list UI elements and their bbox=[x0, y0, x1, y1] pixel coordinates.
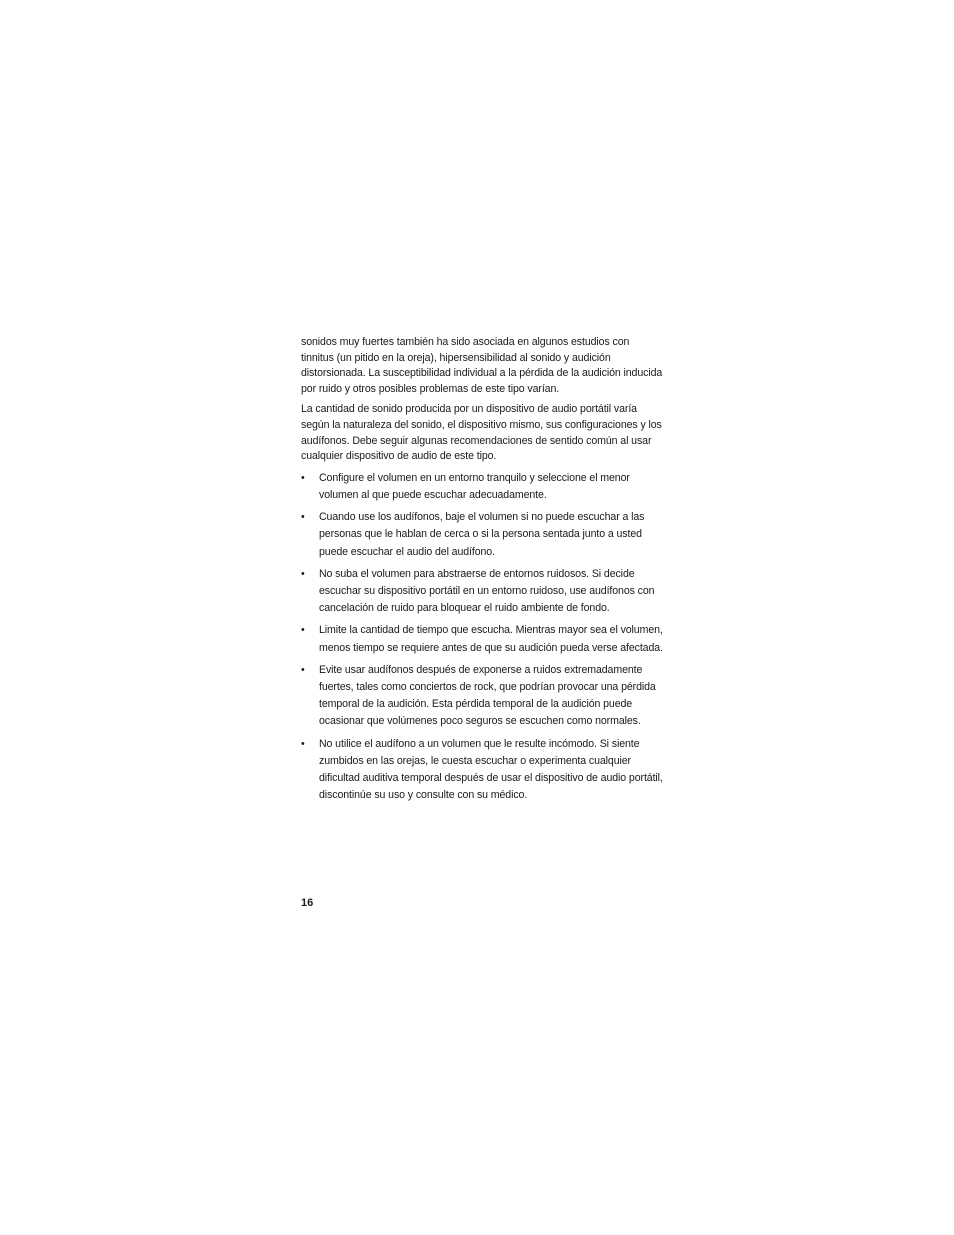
list-item-text: Cuando use los audífonos, baje el volumen si no puede escuchar a las personas que le hablan de cerca o si la persona sentada junto a usted puede escuchar el audio del audífono. bbox=[319, 511, 645, 558]
list-item-text: Limite la cantidad de tiempo que escucha. Mientras mayor sea el volumen, menos tiempo se requiere antes de que su audición pueda verse afectada. bbox=[319, 624, 663, 654]
list-item-text: No suba el volumen para abstraerse de entornos ruidosos. Si decide escuchar su dispositivo portátil en un entorno ruidoso, use audífonos con cancelación de ruido para bloquear el ruido ambiente de fondo. bbox=[319, 567, 655, 615]
list-item bbox=[301, 662, 663, 731]
paragraph-hearing-risks: sonidos muy fuertes también ha sido asociada en algunos estudios con tinnitus (un pitido en la oreja), hipersensibilidad al sonido y audición distorsionada. La susceptibilidad individual a la pérdida de la audición inducida por ruido y otros posibles problemas de este tipo varían. bbox=[301, 336, 663, 395]
bullet-icon: • bbox=[301, 624, 305, 637]
list-item bbox=[301, 622, 663, 656]
bullet-icon: • bbox=[301, 471, 305, 484]
list-item bbox=[301, 566, 663, 618]
recommendations-list bbox=[301, 470, 663, 805]
list-item bbox=[301, 470, 663, 504]
paragraph-sound-amount: La cantidad de sonido producida por un dispositivo de audio portátil varía según la naturaleza del sonido, el dispositivo mismo, sus configuraciones y los audífonos. Debe seguir algunas recomendaciones de sentido común al usar cualquier dispositivo de audio de este tipo. bbox=[301, 403, 662, 463]
list-item bbox=[301, 736, 663, 805]
bullet-icon: • bbox=[301, 737, 305, 750]
bullet-icon: • bbox=[301, 567, 305, 580]
list-item-text: Configure el volumen en un entorno tranquilo y seleccione el menor volumen al que puede escuchar adecuadamente. bbox=[319, 471, 630, 501]
bullet-icon: • bbox=[301, 663, 305, 676]
list-item-text: No utilice el audífono a un volumen que le resulte incómodo. Si siente zumbidos en las orejas, le cuesta escuchar o experimenta cualquier dificultad auditiva temporal después de usar el dispositivo de audio portátil, discontinúe su uso y consulte con su médico. bbox=[319, 737, 663, 802]
page-number: 16 bbox=[301, 897, 314, 909]
page-body bbox=[301, 335, 663, 809]
list-item-text: Evite usar audífonos después de exponerse a ruidos extremadamente fuertes, tales como conciertos de rock, que podrían provocar una pérdida temporal de la audición. Esta pérdida temporal de la audición puede ocasionar que volúmenes poco seguros se escuchen como normales. bbox=[319, 663, 656, 728]
list-item bbox=[301, 509, 663, 561]
bullet-icon: • bbox=[301, 511, 305, 524]
